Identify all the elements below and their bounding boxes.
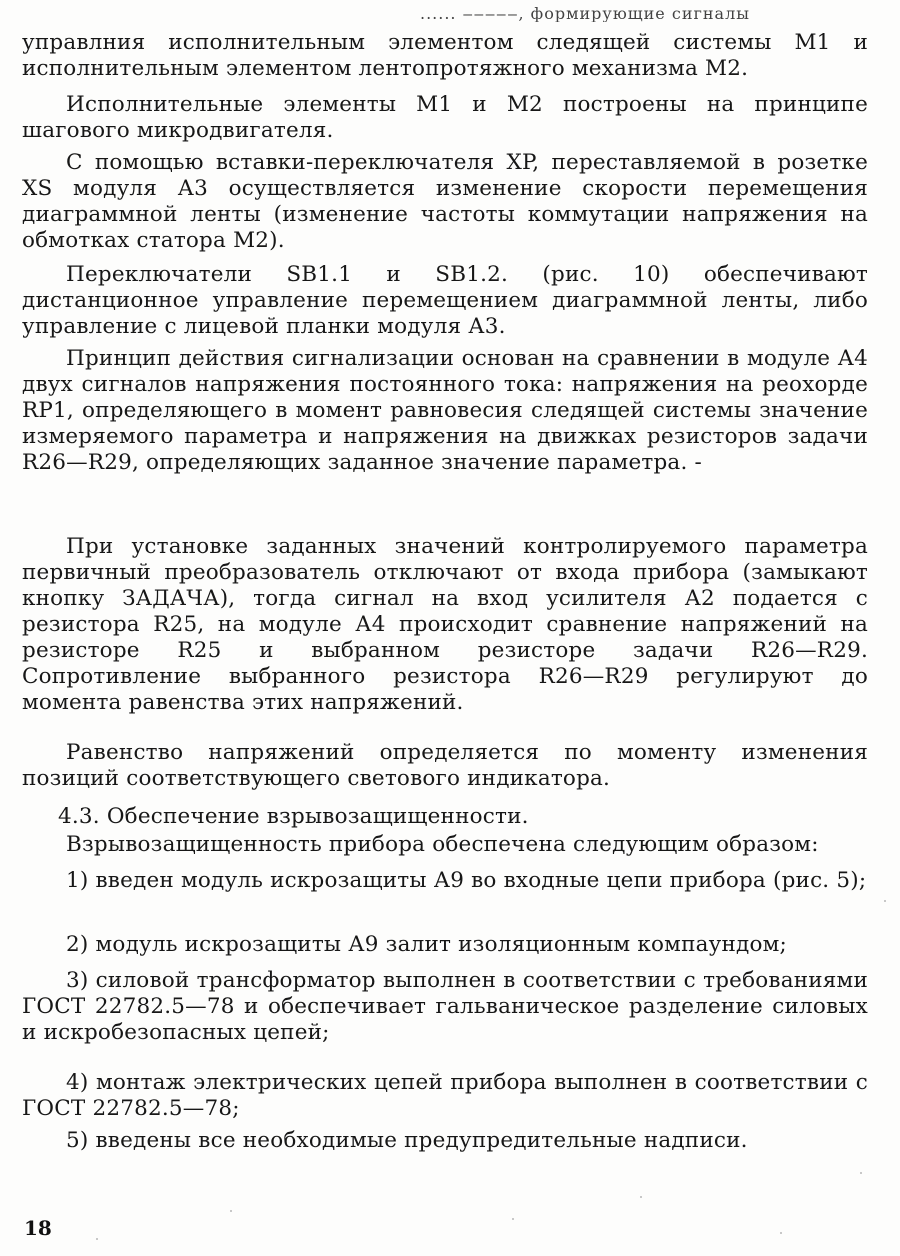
scan-speck (96, 1238, 98, 1240)
page-number: 18 (24, 1216, 52, 1240)
paragraph-3: С помощью вставки-переключателя XP, переставляемой в розетке XS модуля А3 осуществляется изменение скорости перемещения диаграммной ленты (изменение частоты коммутации напряжения на обмотках статора М2). (22, 150, 868, 253)
paragraph-5: Принцип действия сигнализации основан на сравнении в модуле А4 двух сигналов напряжения постоянного тока: напряжения на реохорде RP1, определяющего в момент равновесия следящей системы значение измеряемого параметра и напряжения на движках резисторов задачи R26—R29, определяющих заданное значение параметра. - (22, 346, 868, 475)
scan-speck (884, 900, 886, 902)
list-item-2: 2) модуль искрозащиты А9 залит изоляционным компаундом; (66, 932, 787, 957)
list-item-1: 1) введен модуль искрозащиты А9 во входные цепи прибора (рис. 5); (66, 868, 867, 893)
paragraph-1: управлния исполнительным элементом следящей системы М1 и исполнительным элементом лентопротяжного механизма М2. (22, 30, 868, 81)
scan-speck (860, 1172, 862, 1174)
list-item-5: 5) введены все необходимые предупредительные надписи. (66, 1128, 748, 1153)
scan-speck (640, 1196, 642, 1198)
scan-speck (512, 1218, 514, 1220)
scan-speck (780, 1232, 782, 1234)
paragraph-7: Равенство напряжений определяется по моменту изменения позиций соответствующего светового индикатора. (22, 740, 868, 791)
section-heading-4-3: 4.3. Обеспечение взрывозащищенности. (58, 804, 529, 829)
paragraph-4: Переключатели SB1.1 и SB1.2. (рис. 10) обеспечивают дистанционное управление перемещением диаграммной ленты, либо управление с лицевой планки модуля А3. (22, 262, 868, 339)
list-item-3: 3) силовой трансформатор выполнен в соответствии с требованиями ГОСТ 22782.5—78 и обеспечивает гальваническое разделение силовых и искробезопасных цепей; (22, 968, 868, 1045)
paragraph-8: Взрывозащищенность прибора обеспечена следующим образом: (66, 832, 819, 857)
paragraph-2: Исполнительные элементы М1 и М2 построены на принципе шагового микродвигателя. (22, 92, 868, 143)
paragraph-6: При установке заданных значений контролируемого параметра первичный преобразователь отключают от входа прибора (замыкают кнопку ЗАДАЧА), тогда сигнал на вход усилителя А2 подается с резистора R25, на модуле А4 происходит сравнение напряжений на резисторе R25 и выбранном резисторе задачи R26—R29. Сопротивление выбранного резистора R26—R29 регулируют до момента равенства этих напряжений. (22, 534, 868, 715)
top-cut-line: ...... ‒‒‒‒‒, формирующие сигналы (420, 4, 750, 22)
scan-speck (230, 1210, 232, 1212)
list-item-4: 4) монтаж электрических цепей прибора выполнен в соответствии с ГОСТ 22782.5—78; (22, 1070, 868, 1121)
